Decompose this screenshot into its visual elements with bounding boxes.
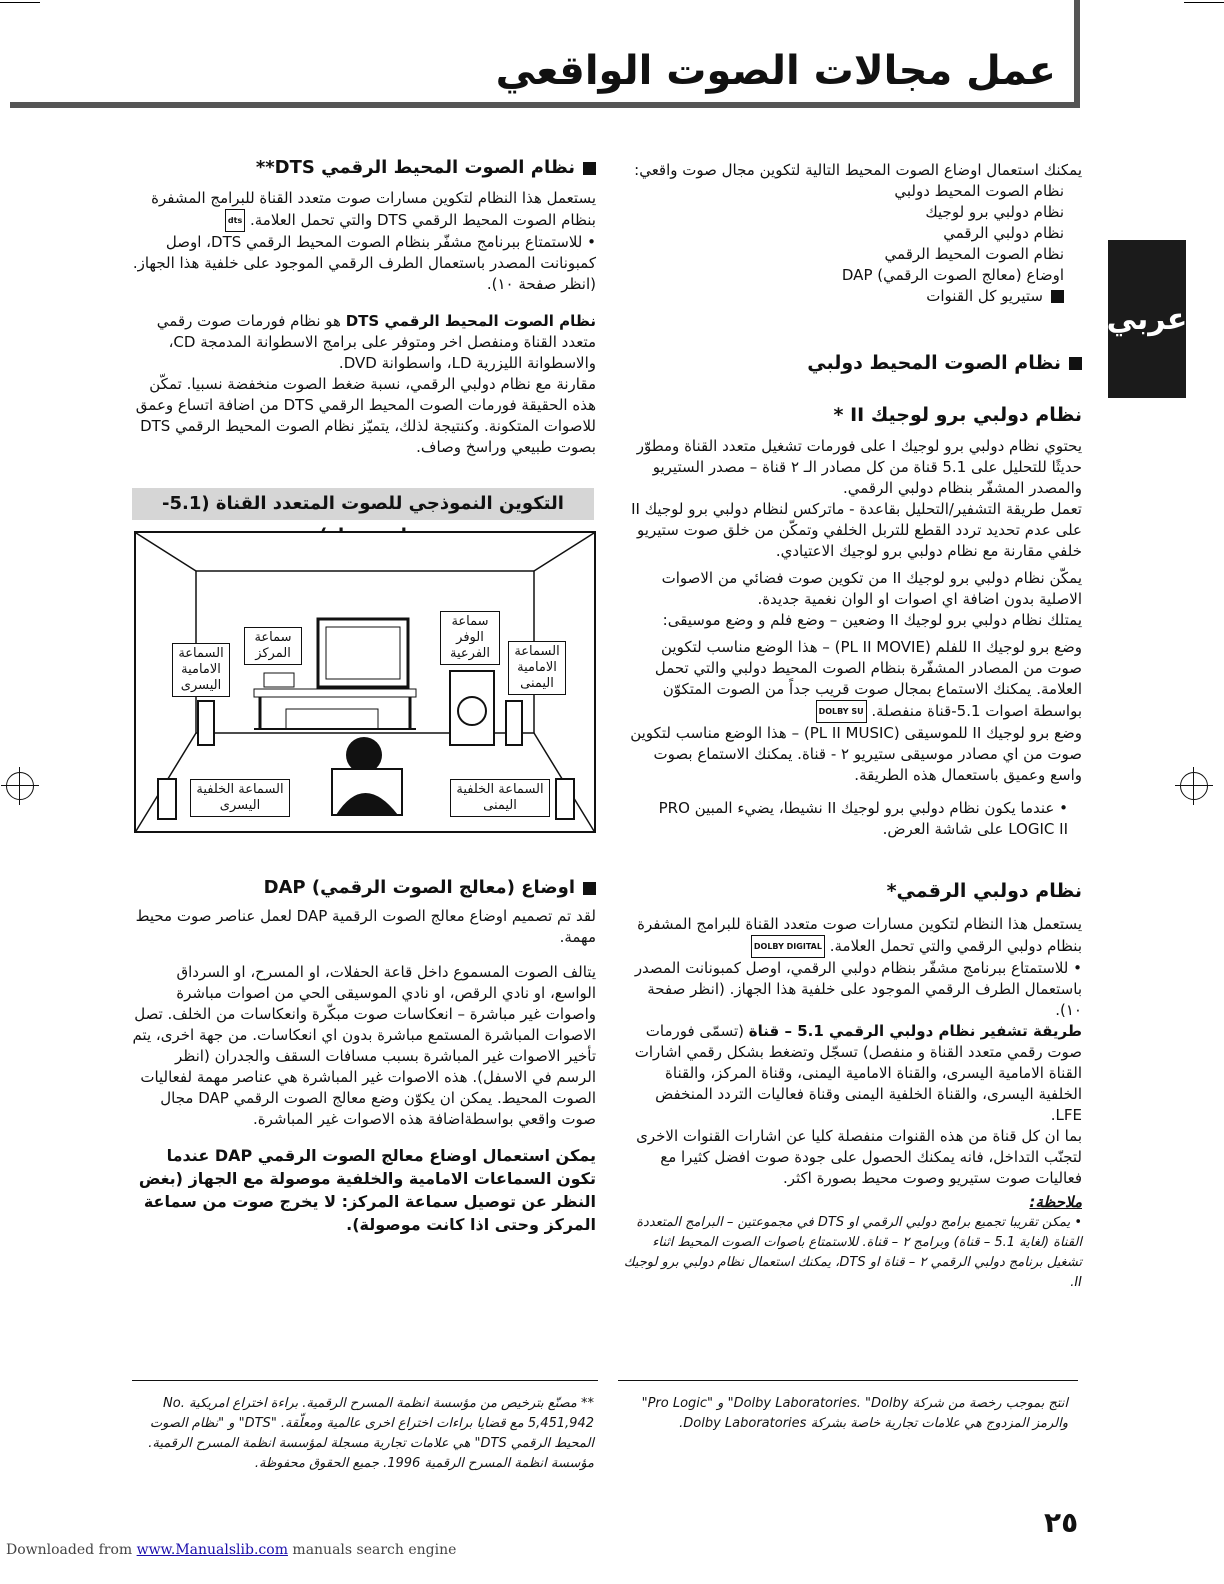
mode-item: اوضاع (معالج الصوت الرقمي) DAP [841, 266, 1064, 284]
section-heading: اوضاع (معالج الصوت الرقمي) DAP [132, 876, 596, 900]
dolby-digital-logo-icon: DOLBY DIGITAL [751, 935, 825, 958]
note-heading: ملاحظة: [1029, 1193, 1082, 1211]
dolby-surround-section [622, 350, 1082, 376]
paragraph: يستعمل هذا النظام لتكوين مسارات صوت متعدد القناة للبرامج المشفرة بنظام دولبي الرقمي والتي تحمل العلامة. DOLBY DIGITAL [622, 914, 1082, 958]
footer-rule [618, 1380, 1078, 1381]
title-underline [10, 102, 1080, 108]
dolby-trademark-note: انتج بموجب رخصة من شركة Dolby Laboratories. "Dolby" و "Pro Logic" والرمز المزدوج هي علامات تجارية خاصة بشركة Dolby Laboratories. [641, 1396, 1068, 1431]
section-heading: نظام دولبي الرقمي* [886, 880, 1082, 902]
right-column [622, 160, 1082, 307]
music-mode-text: وضع برو لوجيك II للموسيقى (PL II MUSIC) – هذا الوضع مناسب لتكوين صوت من اي مصادر موسيقى ستيريو ٢ - قناة. يمكنك الاستماع بصوت واسع وعميق باستعمال هذه الطريقة. [630, 724, 1082, 784]
registration-mark-icon [6, 772, 34, 800]
paragraph: مقارنة مع نظام دولبي الرقمي، نسبة ضغط الصوت منخفضة نسبيا. تمكّن هذه الحقيقة فورمات الصوت المحيط الرقمي DTS من اضافة اتساع وعمق للاصوات المتكونة. وكنتيجة لذلك، يتميّز نظام الصوت المحيط الرقمي DTS بصوت طبيعي وراسخ وصاف. [135, 375, 596, 456]
dts-section [132, 156, 596, 458]
crop-mark [1184, 2, 1224, 3]
pl2-section [622, 402, 1082, 840]
page-title: عمل مجالات الصوت الواقعي [495, 48, 1056, 94]
title-vertical-rule [1074, 0, 1080, 108]
rear-left-speaker-label: السماعة الخلفية اليسرى [190, 779, 290, 817]
mode-item: نظام الصوت المحيط دولبي [894, 182, 1064, 200]
note-text: • يمكن تقريبا تجميع برامج دولبي الرقمي او DTS في مجموعتين – البرامج المتعددة القناة (لغاية 5.1 – قناة) وبرامج ٢ – قناة. للاستمتاع باصوات الصوت المحيط اثناء تشغيل برنامج دولبي الرقمي ٢ – قناة او DTS، يمكنك استعمال نظام دولبي برو لوجيك II. [623, 1215, 1082, 1290]
dts-logo-icon: dts [225, 209, 245, 232]
paragraph: يحتوي نظام دولبي برو لوجيك I على فورمات تشغيل متعدد القناة ومطوّر حديثًا للتحليل على 5.1 قناة من كل مصادر الـ ٢ قناة – مصدر الستيريو والمصدر المشفّر بنظام دولبي الرقمي. [636, 437, 1082, 497]
download-credit: Downloaded from www.Manualslib.com manuals search engine [6, 1542, 457, 1558]
bullet-square-icon [1069, 357, 1082, 370]
paragraph: لقد تم تصميم اوضاع معالج الصوت الرقمية DAP لعمل عناصر صوت محيط مهمة. [135, 907, 596, 946]
mode-item: نظام الصوت المحيط الرقمي [884, 245, 1064, 263]
front-left-speaker-label: السماعة الامامية اليسرى [172, 643, 230, 697]
bullet-square-icon [583, 882, 596, 895]
diagram-title: التكوين النموذجي للصوت المتعدد القناة (5.1- [132, 488, 594, 520]
subwoofer-label: سماعة الوفر الفرعية [440, 611, 500, 665]
center-speaker-label: سماعة المركز [244, 627, 302, 665]
bullet-square-icon [583, 162, 596, 175]
bullet-square-icon [1051, 290, 1064, 303]
paragraph: يمتلك نظام دولبي برو لوجيك II وضعين – وضع فلم و وضع موسيقى: [662, 611, 1082, 629]
intro-text: يمكنك استعمال اوضاع الصوت المحيط التالية لتكوين مجال صوت واقعي: [634, 161, 1082, 179]
front-right-speaker-label: السماعة الامامية اليمنى [508, 641, 566, 695]
section-heading: نظام الصوت المحيط الرقمي DTS** [132, 156, 596, 180]
paragraph: طريقة تشفير نظام دولبي الرقمي 5.1 – قناة (تسمّى فورمات صوت رقمي متعدد القناة و منفصل) تسجّل وتضغط بشكل رقمي اشارات القناة الامامية اليسرى، والقناة الامامية اليمنى، وقناة المركز، والقناة الخلفية اليسرى، والقناة الخلفية اليمنى وقناة فعاليات التردد المنخفض LFE. [634, 1022, 1082, 1124]
mode-item: نظام دولبي برو لوجيك [925, 203, 1064, 221]
movie-mode-text: وضع برو لوجيك II للفلم (PL II MOVIE) – هذا الوضع مناسب لتكوين صوت من المصادر المشفّرة بنظام الصوت المحيط دولبي والتي تحمل العلامة. يمكنك الاستماع بمجال صوت قريب جداً من الصوت المتكوّن بواسطة اصوات 5.1-قناة منفصلة. DOLBY SU [622, 637, 1082, 723]
indicator-note: • عندما يكون نظام دولبي برو لوجيك II نشيطا، يضيء المبين PRO LOGIC II على شاشة العرض. [658, 799, 1068, 838]
section-heading: نظام دولبي برو لوجيك II * [833, 404, 1082, 426]
mode-item: نظام دولبي الرقمي [943, 224, 1064, 242]
dolby-digital-section [622, 878, 1082, 1189]
manualslib-link[interactable]: www.Manualslib.com [136, 1542, 288, 1558]
note-section [622, 1192, 1082, 1293]
section-heading: نظام الصوت المحيط دولبي [622, 350, 1082, 376]
registration-mark-icon [1180, 772, 1208, 800]
paragraph: • للاستمتاع ببرنامج مشفّر بنظام الصوت المحيط الرقمي DTS، اوصل كمبونانت المصدر باستعمال الطرف الرقمي الموجود على خلفية هذا الجهاز. (انظر صفحة ١٠). [132, 233, 596, 293]
paragraph: يمكّن نظام دولبي برو لوجيك II من تكوين صوت فضائي من الاصوات الاصلية بدون اضافة اي اصوات او الوان نغمية جديدة. [661, 569, 1082, 608]
dap-section [132, 876, 596, 1236]
paragraph: تعمل طريقة التشفير/التحليل بقاعدة - ماتركس لنظام دولبي برو لوجيك II على عدم تحديد تردد القطع للتربل الخلفي وتمكّن من خلق صوت ستيريو خلفي مقارنة مع نظام دولبي برو لوجيك الاعتيادي. [631, 500, 1082, 560]
dap-requirement: يمكن استعمال اوضاع معالج الصوت الرقمي DAP عندما تكون السماعات الامامية والخلفية موصولة مع الجهاز (بغض النظر عن توصيل سماعة المركز: لا يخرج صوت من سماعة المركز وحتى اذا كانت موصولة). [138, 1146, 596, 1234]
dolby-surround-logo-icon: DOLBY SU [816, 700, 867, 723]
page-number: ٢٥ [1044, 1506, 1079, 1539]
rear-right-speaker-label: السماعة الخلفية اليمنى [450, 779, 550, 817]
mode-item: ستيريو كل القنوات [622, 286, 1064, 307]
paragraph: • للاستمتاع ببرنامج مشفّر بنظام دولبي الرقمي، اوصل كمبونانت المصدر باستعمال الطرف الرقمي الموجود على خلفية هذا الجهاز. (انظر صفحة ١٠). [634, 959, 1082, 1019]
dts-trademark-note: ** مصنّع بترخيص من مؤسسة انظمة المسرح الرقمية. براءة اختراع امريكية No. 5,451,942 مع قضايا براءات اختراع اخرى عالمية ومعلّقة. "DTS" و "نظام الصوت المحيط الرقمي DTS" هي علامات تجارية مسجلة لمؤسسة انظمة المسرح الرقمية. مؤسسة انظمة المسرح الرقمية 1996. جميع الحقوق محفوظة. [148, 1396, 594, 1471]
speaker-layout-diagram [134, 531, 596, 833]
paragraph: يستعمل هذا النظام لتكوين مسارات صوت متعدد القناة للبرامج المشفرة بنظام الصوت المحيط الرقمي DTS والتي تحمل العلامة. dts [132, 188, 596, 232]
footer-rule [132, 1380, 598, 1381]
paragraph: نظام الصوت المحيط الرقمي DTS هو نظام فورمات صوت رقمي متعدد القناة ومنفصل اخر ومتوفر على برامج الاسطوانة المدمجة CD، والاسطوانة الليزرية LD، واسطوانة DVD. [156, 312, 596, 372]
language-tab: عربي [1108, 240, 1186, 398]
crop-mark [0, 2, 40, 3]
paragraph: بما ان كل قناة من هذه القنوات منفصلة كليا عن اشارات القنوات الاخرى لتجنّب التداخل، فانه يمكنك الحصول على جودة صوت افضل كثيرا مع فعاليات صوت ستيريو وصوت محيط بصورة اكثر. [636, 1127, 1082, 1187]
paragraph: يتالف الصوت المسموع داخل قاعة الحفلات، او المسرح، او السرداق الواسع، او نادي الرقص، او نادي الموسيقى الحي من اصوات مباشرة واصوات غير مباشرة – انعكاسات صوت مبكّرة وانعكاسات من الخلف. تصل الاصوات المباشرة المستمع مباشرة بدون اي انعكاسات. من جهة اخرى، يتم تأخير الاصوات غير المباشرة بسبب مسافات السقف والجدران (انظر الرسم في الاسفل). هذه الاصوات غير المباشرة هي عناصر مهمة لفعاليات الصوت المحيط. يمكن ان يكوّن وضع معالج الصوت الرقمي DAP مجال صوت واقعي بواسطةاضافة هذه الاصوات غير المباشرة. [132, 963, 596, 1128]
